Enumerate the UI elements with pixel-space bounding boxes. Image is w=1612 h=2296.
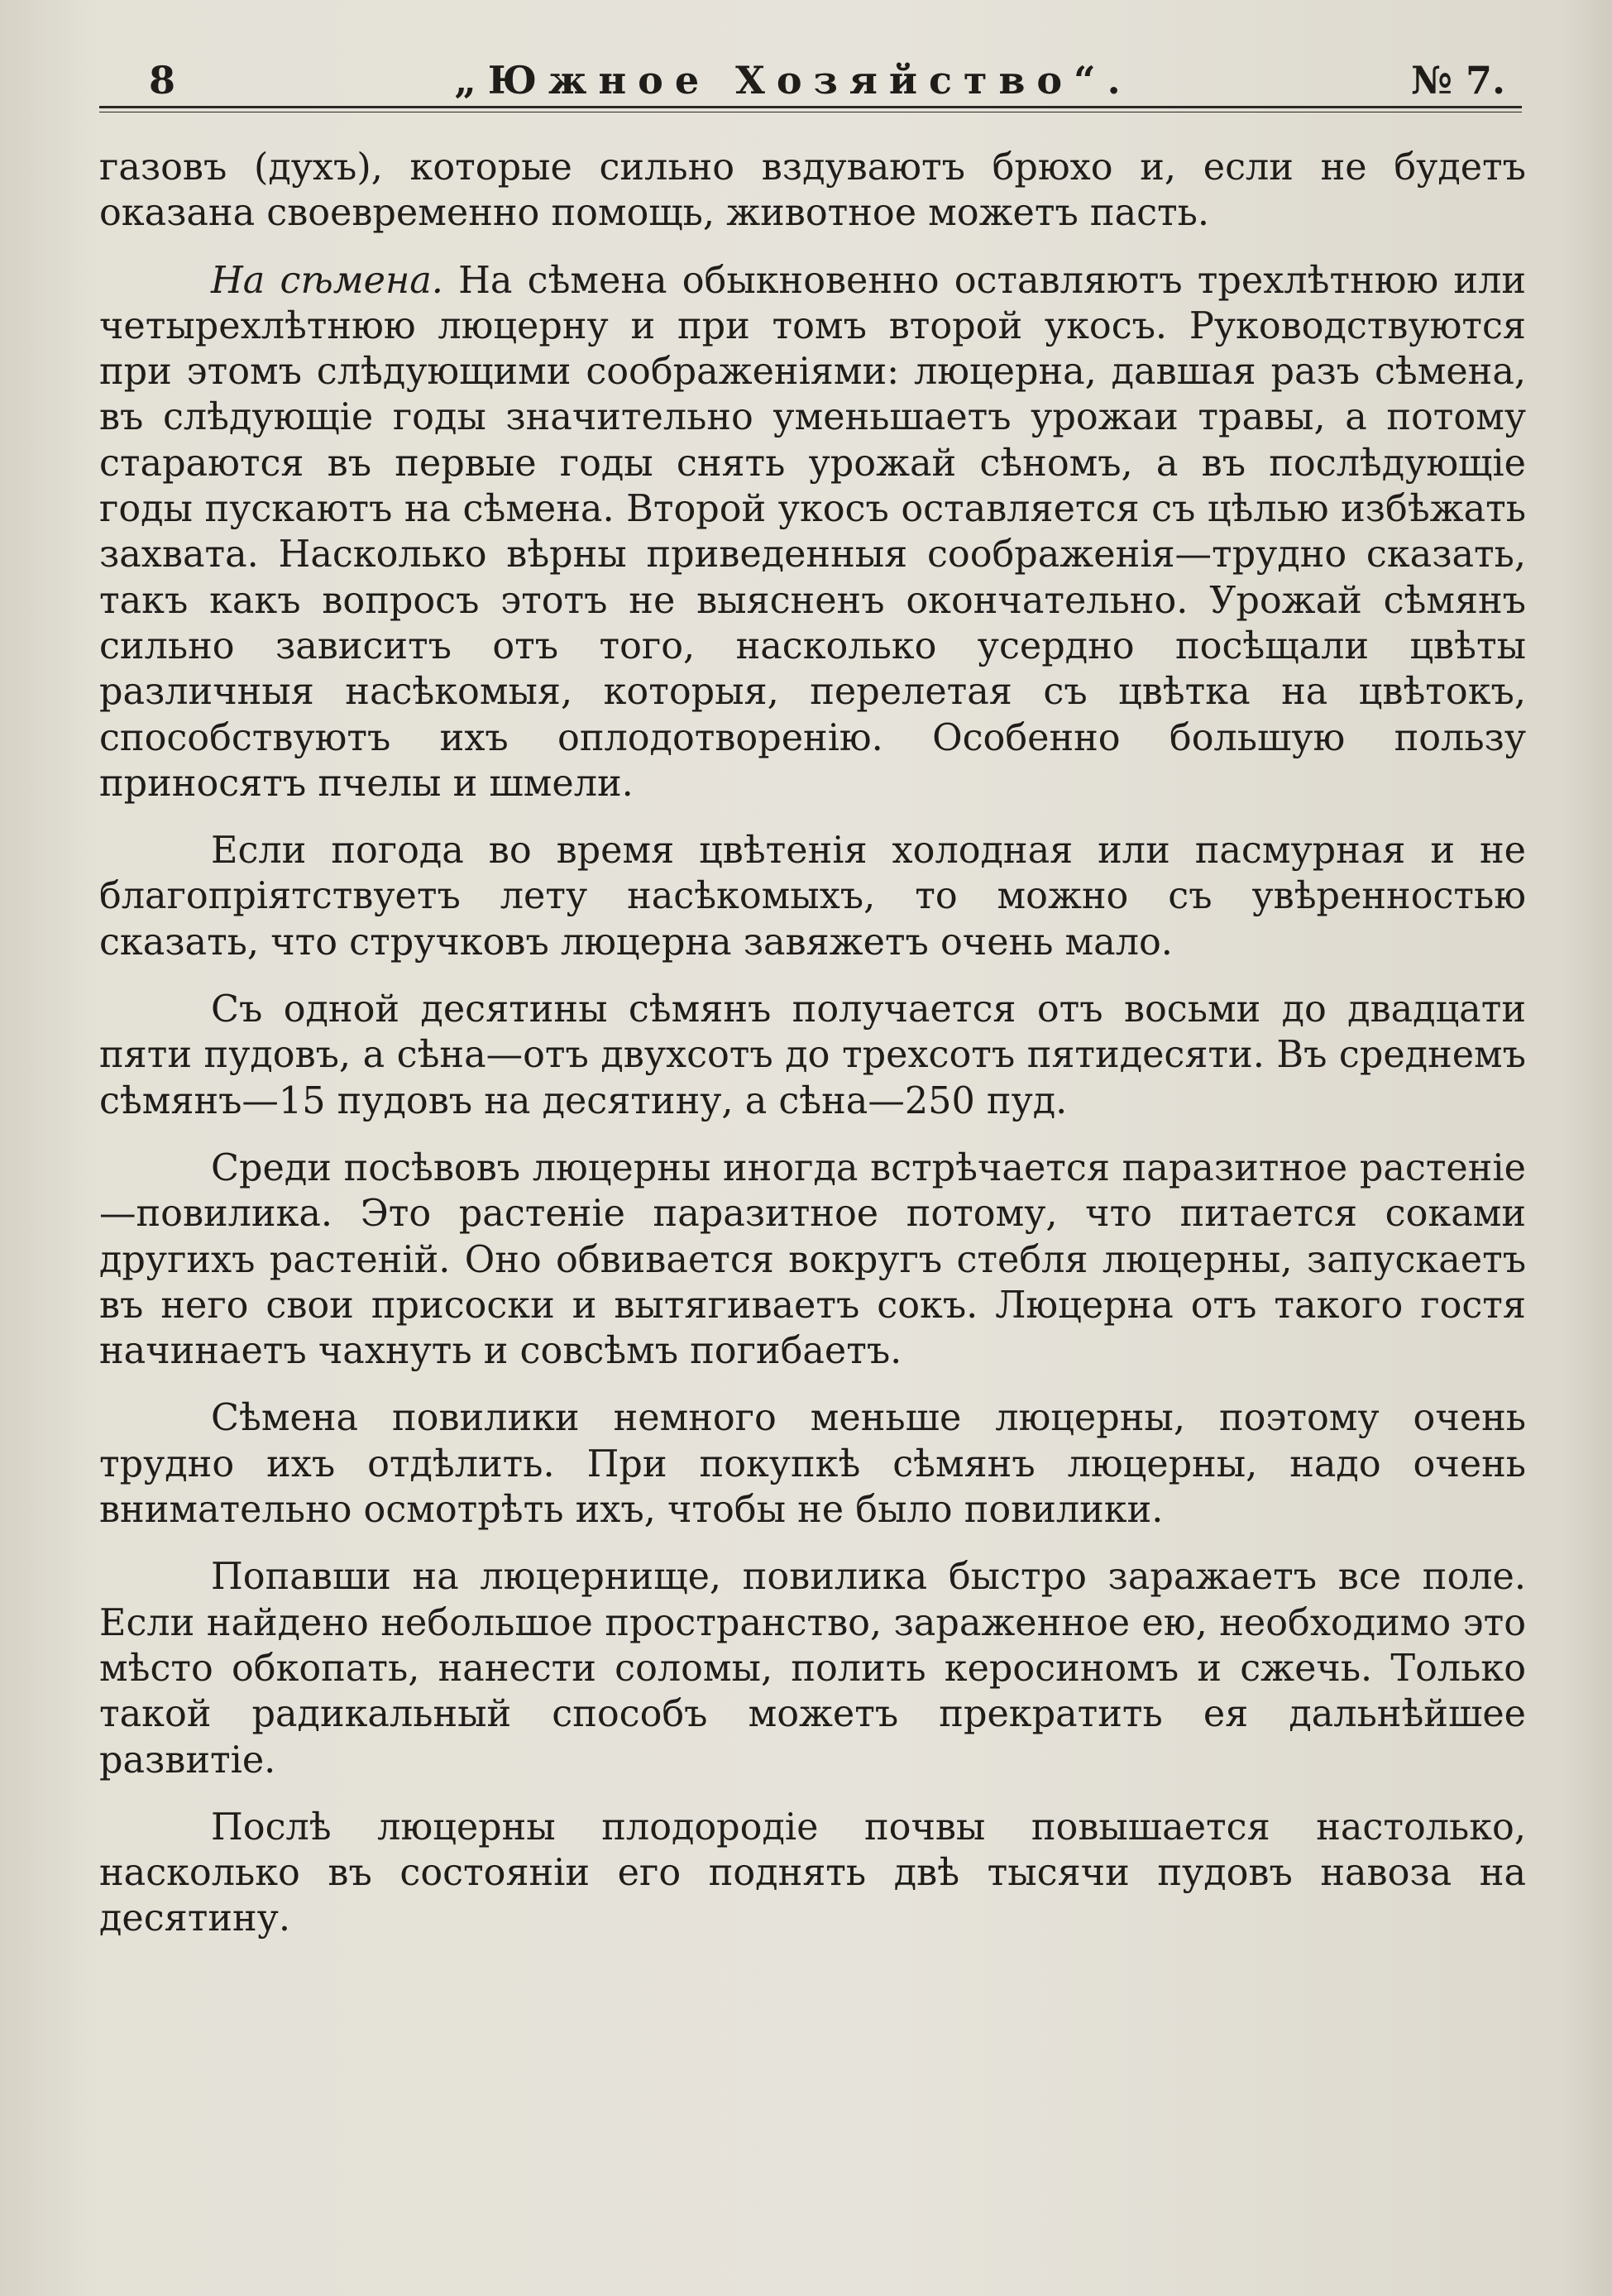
paragraph <box>99 828 1526 965</box>
issue-number: № 7. <box>1410 58 1505 103</box>
paragraph <box>99 1146 1526 1374</box>
paragraph <box>99 1395 1526 1533</box>
page-number: 8 <box>149 58 176 103</box>
paragraph <box>99 145 1526 237</box>
paragraph-text: Съ одной десятины сѣмянъ получается отъ восьми до двадцати пяти пудовъ, а сѣна—отъ двухсотъ до трехсотъ пятидесяти. Въ среднемъ сѣмянъ—15 пудовъ на десятину, а сѣна—250 пуд. <box>99 988 1526 1122</box>
header-rule <box>99 106 1522 108</box>
paragraph <box>99 258 1526 807</box>
journal-title: „Южное Хозяйство“. <box>454 58 1132 103</box>
paragraph-text: Среди посѣвовъ люцерны иногда встрѣчается паразитное растеніе—повилика. Это растеніе паразитное потому, что питается соками другихъ растеній. Оно обвивается вокругъ стебля люцерны, запускаетъ въ него свои присоски и вытягиваетъ сокъ. Люцерна отъ такого гостя начинаетъ чахнуть и совсѣмъ погибаетъ. <box>99 1146 1526 1373</box>
paragraph <box>99 1805 1526 1942</box>
paragraph-text: На сѣмена обыкновенно оставляютъ трехлѣтнюю или четырехлѣтнюю люцерну и при томъ второй укосъ. Руководствуются при этомъ слѣдующими соображеніями: люцерна, давшая разъ сѣмена, въ слѣдующіе годы значительно уменьшаетъ урожаи травы, а потому стараются въ первые годы снять урожай сѣномъ, а въ послѣдующіе годы пускаютъ на сѣмена. Второй укосъ оставляется съ цѣлью избѣжать захвата. Насколько вѣрны приведенныя соображенія—трудно сказать, такъ какъ вопросъ этотъ не выясненъ окончательно. Урожай сѣмянъ сильно зависитъ отъ того, насколько усердно посѣщали цвѣты различныя насѣкомыя, которыя, перелетая съ цвѣтка на цвѣтокъ, способствуютъ ихъ оплодотворенію. Особенно большую пользу приносятъ пчелы и шмели. <box>99 259 1526 805</box>
section-lead: На сѣмена. <box>211 259 443 302</box>
paragraph-text: газовъ (духъ), которые сильно вздуваютъ брюхо и, если не будетъ оказана своевременно помощь, животное можетъ пасть. <box>99 146 1526 235</box>
article-body <box>99 145 1526 1964</box>
paragraph-text: Попавши на люцернище, повилика быстро заражаетъ все поле. Если найдено небольшое пространство, зараженное ею, необходимо это мѣсто обкопать, нанести соломы, полить керосиномъ и сжечь. Только такой радикальный способъ можетъ прекратить ея дальнѣйшее развитіе. <box>99 1556 1526 1782</box>
paragraph-text: Послѣ люцерны плодородіе почвы повышается настолько, насколько въ состояніи его поднять двѣ тысячи пудовъ навоза на десятину. <box>99 1806 1526 1940</box>
paragraph-text: Сѣмена повилики немного меньше люцерны, поэтому очень трудно ихъ отдѣлить. При покупкѣ сѣмянъ люцерны, надо очень внимательно осмотрѣть ихъ, чтобы не было повилики. <box>99 1397 1526 1532</box>
page-edge-shading <box>1562 0 1612 2296</box>
paragraph <box>99 1554 1526 1782</box>
paragraph-text: Если погода во время цвѣтенія холодная или пасмурная и не благопріятствуетъ лету насѣкомыхъ, то можно съ увѣренностью сказать, что стручковъ люцерна завяжетъ очень мало. <box>99 830 1526 964</box>
paragraph <box>99 987 1526 1124</box>
